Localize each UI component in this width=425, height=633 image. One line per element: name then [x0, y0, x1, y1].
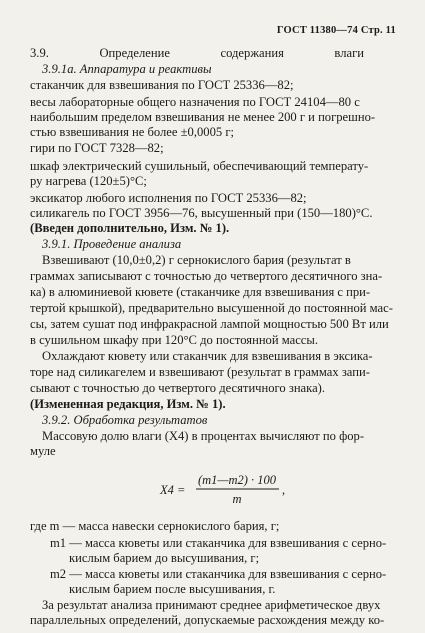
formula-numerator: (m1—m2) · 100 [197, 473, 277, 487]
text-line: кислым барием до высушивания, г; [69, 551, 260, 565]
formula-trail: , [282, 483, 286, 497]
text-line: эксикатор любого исполнения по ГОСТ 25336—82; [30, 191, 307, 205]
formula-denominator: m [232, 492, 242, 506]
subsection-heading-3-9-2: 3.9.2. Обработка результатов [42, 413, 208, 427]
text-line: За результат анализа принимают среднее арифметическое двух [42, 598, 381, 612]
text-line: сы, затем сушат под инфракрасной лампой мощностью 500 Вт или [30, 317, 389, 331]
text-line: весы лабораторные общего назначения по ГОСТ 24104—80 с [30, 95, 360, 109]
page-header: ГОСТ 11380—74 Стр. 11 [276, 25, 396, 36]
text-line: сывают с точностью до четвертого десятичного знака). [30, 381, 326, 395]
section-heading-3-9: 3.9. Определение содержания влаги [30, 46, 364, 60]
text-line: где m — масса навески сернокислого бария, г; [30, 519, 280, 533]
text-line: m1 — масса кюветы или стаканчика для взвешивания с серно- [50, 536, 387, 550]
text-line: ру нагрева (120±5)°С; [30, 174, 147, 188]
text-line: кислым барием после высушивания, г. [69, 582, 276, 596]
amendment-note: (Введен дополнительно, Изм. № 1). [30, 221, 230, 235]
subsection-heading-3-9-1a: 3.9.1а. Аппаратура и реактивы [42, 62, 212, 76]
text-line: в сушильном шкафу при 120°С до постоянной массы. [30, 333, 319, 347]
text-line: торе над силикагелем и взвешивают (результат в граммах запи- [30, 365, 370, 379]
text-line: стью взвешивания не более ±0,0005 г; [30, 125, 234, 139]
text-line: граммах записывают с точностью до четвертого десятичного зна- [30, 269, 383, 283]
formula-lhs: X4 = [160, 483, 186, 497]
text-line: параллельных определений, допускаемые расхождения между ко- [30, 613, 385, 627]
text-line: шкаф электрический сушильный, обеспечивающий температу- [30, 159, 369, 173]
text-line: Охлаждают кювету или стаканчик для взвешивания в эксика- [42, 349, 373, 363]
text-line: m2 — масса кюветы или стаканчика для взвешивания с серно- [50, 567, 387, 581]
text-line: Массовую долю влаги (X4) в процентах вычисляют по фор- [42, 429, 365, 443]
text-line: стаканчик для взвешивания по ГОСТ 25336—82; [30, 78, 294, 92]
text-line: наибольшим пределом взвешивания не менее 200 г и погрешно- [30, 110, 376, 124]
text-line: гири по ГОСТ 7328—82; [30, 141, 164, 155]
text-line: тертой крышкой), предварительно высушенной до постоянной мас- [30, 301, 393, 315]
text-line: муле [30, 444, 56, 458]
subsection-heading-3-9-1: 3.9.1. Проведение анализа [42, 237, 182, 251]
text-line: ка) в алюминиевой кювете (стаканчике для взвешивания с при- [30, 285, 371, 299]
text-line: Взвешивают (10,0±0,2) г сернокислого бария (результат в [42, 253, 351, 267]
text-line: силикагель по ГОСТ 3956—76, высушенный при (150—180)°С. [30, 206, 373, 220]
amendment-note: (Измененная редакция, Изм. № 1). [30, 397, 226, 411]
